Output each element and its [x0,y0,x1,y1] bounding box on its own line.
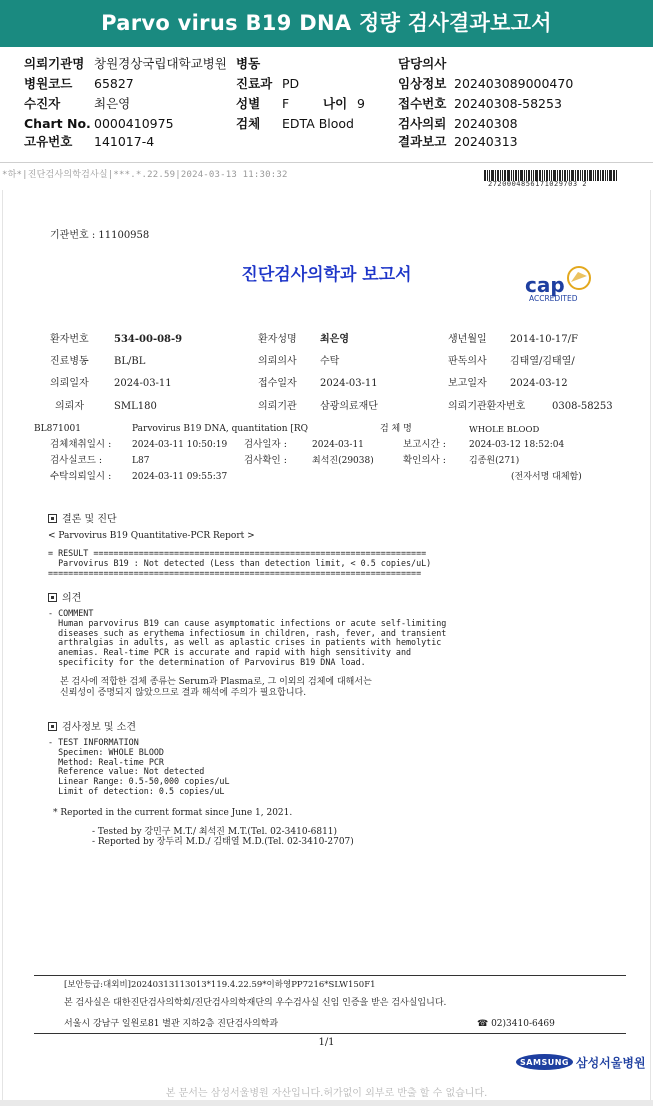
barcode-number: 2720004856171029703 2 [488,180,588,188]
header-field-label: 임상정보 [398,76,447,91]
header-field-label: 성별 [236,96,261,111]
section-conclusion-heading: 결론 및 진단 [48,510,117,525]
comment-line: Human parvovirus B19 can cause asymptomatic infections or acute self-limiting [48,617,447,628]
page-number: 1/1 [318,1037,335,1048]
header-field-label: 수진자 [24,96,61,111]
patient-field-label: 환자번호 [50,334,89,345]
specimen-label: 검 체 명 [380,424,412,434]
test-information-line: Reference value: Not detected [48,766,205,777]
result-end-rule: ========================================================================== [48,568,422,578]
test-info-value: (전자서명 대체함) [511,472,582,482]
patient-field-label: 의뢰일자 [50,378,89,389]
certification-line: 본 검사실은 대한진단검사의학회/진단검사의학재단의 우수검사실 신임 인증을 받은 검사실입니다. [64,998,447,1008]
patient-field-label: 접수일자 [258,378,297,389]
test-info-value: L87 [132,456,150,466]
header-field-value: 최은영 [94,96,131,111]
test-info-label: 수탁의뢰일시 : [50,471,112,482]
comment-line: arthralgias in adults, as well as aplastic crises in patients with hemolytic [48,637,442,648]
barcode-bar [616,170,617,181]
header-field-label: 접수번호 [398,96,447,111]
scan-header-text: *하*|진단검사의학검사실|***.*.22.59|2024-03-13 11:30:32 [2,170,288,180]
test-info-label: 보고시간 : [403,439,446,450]
test-name: Parvovirus B19 DNA, quantitation [RQ [132,424,309,434]
header-field-value: F [282,96,290,111]
asset-watermark: 본 문서는 삼성서울병원 자산입니다.허가없이 외부로 반출 할 수 없습니다. [165,1088,488,1099]
test-information-line: Method: Real-time PCR [48,756,164,767]
samsung-brand: SAMSUNG [516,1054,573,1070]
section-opinion-heading: 의견 [48,589,81,604]
org-number: 기관번호 : 11100958 [50,230,150,241]
cap-accredited-logo [521,266,605,304]
barcode-bar [602,170,604,181]
header-field-value: 65827 [94,76,134,91]
security-line: [보안등급:대외비]20240313113013*119.4.22.59*이하영PP7216*SLW150F1 [64,980,376,990]
header-field-label: 검사의뢰 [398,116,447,131]
header-divider [0,162,653,163]
samsung-hospital-logo [516,1052,646,1072]
test-info-label: 검사확인 : [244,455,287,466]
lab-address: 서울시 강남구 일원로81 별관 지하2층 진단검사의학과 [64,1019,279,1029]
test-info-value: 2024-03-11 [312,440,364,450]
header-field-label: 진료과 [236,76,273,91]
patient-field-label: 의뢰의사 [258,356,297,367]
test-info-value: 김종원(271) [469,456,520,466]
result-header: = RESULT ================================================================== [48,548,427,558]
test-information-line: Specimen: WHOLE BLOOD [48,746,164,757]
header-field-label: 결과보고 [398,134,447,149]
header-field-label: Chart No. [24,116,91,131]
barcode-bar [595,170,596,181]
section-test-info-heading: 검사정보 및 소견 [48,718,136,733]
header-field-label: 의뢰기관명 [24,56,85,71]
patient-field-label: 보고일자 [448,378,487,389]
test-info-label: 확인의사 : [403,455,446,466]
comment-line: specificity for the determination of Parvovirus B19 DNA load. [48,657,366,667]
patient-field-label: 의뢰기관 [258,401,297,412]
header-field-value: 20240308-58253 [454,96,562,111]
test-info-label: 검체채취일시 : [50,439,112,450]
test-info-value: 최석진(29038) [312,456,374,466]
age-value: 9 [357,96,365,111]
header-field-value: EDTA Blood [282,116,354,131]
test-info-value: 2024-03-12 18:52:04 [469,440,565,450]
patient-field-value: 김태열/김태열/ [510,356,575,367]
barcode-bar [607,170,608,181]
header-field-value: 0000410975 [94,116,174,131]
header-field-value: 141017-4 [94,134,155,149]
patient-field-value: 2024-03-12 [510,378,568,389]
patient-field-label: 진료병동 [50,356,89,367]
barcode-bar [605,170,606,181]
header-field-value: PD [282,76,300,91]
barcode-bar [484,170,486,181]
header-field-label: 검체 [236,116,261,131]
cap-logo-sub: ACCREDITED [529,294,578,303]
patient-field-value: 2024-03-11 [114,378,172,389]
footer-bottom-rule [34,1033,626,1034]
tested-by-line: - Tested by 강민구 M.T./ 최석진 M.T.(Tel. 02-3410-6811) [92,827,338,837]
age-label: 나이 [323,96,348,111]
barcode-bar [589,170,592,181]
comment-line: diseases such as erythema infectiosum in children, rash, fever, and transient [48,627,447,638]
samsung-hospital-name: 삼성서울병원 [576,1055,646,1070]
header-field-value: 20240308 [454,116,518,131]
reported-format-note: * Reported in the current format since June 1, 2021. [53,808,293,818]
patient-field-value: 최은영 [320,334,349,345]
patient-field-value: 534-00-08-9 [114,334,183,345]
barcode-bar [597,170,599,181]
header-field-label: 담당의사 [398,56,447,71]
patient-field-value: 2024-03-11 [320,378,378,389]
report-subtitle: < Parvovirus B19 Quantitative-PCR Report > [48,531,255,541]
lab-phone: ☎ 02)3410-6469 [477,1019,555,1029]
header-field-value: 20240313 [454,134,518,149]
header-field-value: 창원경상국립대학교병원 [94,56,227,71]
patient-field-value: 0308-58253 [552,401,613,412]
comment-korean-line: 본 검사에 적합한 검체 종류는 Serum과 Plasma로, 그 이외의 검체에 대해서는 [60,677,372,687]
patient-field-value: BL/BL [114,356,146,367]
test-code: BL871001 [34,424,81,434]
test-information-line: - TEST INFORMATION [48,737,139,747]
patient-field-value: 2014-10-17/F [510,334,578,345]
header-field-label: 병원코드 [24,76,73,91]
test-info-value: 2024-03-11 09:55:37 [132,472,228,482]
patient-field-value: SML180 [114,401,157,412]
patient-field-label: 의뢰기관환자번호 [448,401,526,412]
report-title-bar: Parvo virus B19 DNA 정량 검사결과보고서 [0,0,653,47]
patient-field-label: 환자성명 [258,334,297,345]
test-info-label: 검사일자 : [244,439,287,450]
patient-field-label: 판독의사 [448,356,487,367]
barcode-bar [587,170,588,181]
barcode-bar [593,170,594,181]
test-info-label: 검사실코드 : [50,455,103,466]
footer-top-rule [34,975,626,976]
barcode-bar [613,170,615,181]
result-line: Parvovirus B19 : Not detected (Less than detection limit, < 0.5 copies/uL) [48,558,432,568]
header-field-value: 202403089000470 [454,76,574,91]
patient-field-value: 수탁 [320,356,340,367]
comment-line: - COMMENT [48,608,94,618]
header-field-label: 고유번호 [24,134,73,149]
barcode-bar [600,170,601,181]
bottom-bar [0,1100,653,1106]
reported-by-line: - Reported by 장두리 M.D./ 김태열 M.D.(Tel. 02-3410-2707) [92,837,354,847]
cap-logo-text: cap [525,273,565,297]
test-info-value: 2024-03-11 10:50:19 [132,440,228,450]
patient-field-label: 생년월일 [448,334,487,345]
header-field-label: 병동 [236,56,261,71]
test-information-line: Linear Range: 0.5-50,000 copies/uL [48,776,230,787]
patient-field-value: 삼광의료재단 [320,401,378,412]
patient-field-label: 의뢰자 [55,401,84,412]
doc-report-title: 진단검사의학과 보고서 [241,265,412,285]
comment-korean-line: 신뢰성이 증명되지 않았으므로 결과 해석에 주의가 필요합니다. [60,688,307,698]
test-information-line: Limit of detection: 0.5 copies/uL [48,786,225,796]
specimen-value: WHOLE BLOOD [469,425,540,435]
comment-line: anemias. Real-time PCR is accurate and rapid with high sensitivity and [48,647,412,658]
barcode-bar [609,170,612,181]
